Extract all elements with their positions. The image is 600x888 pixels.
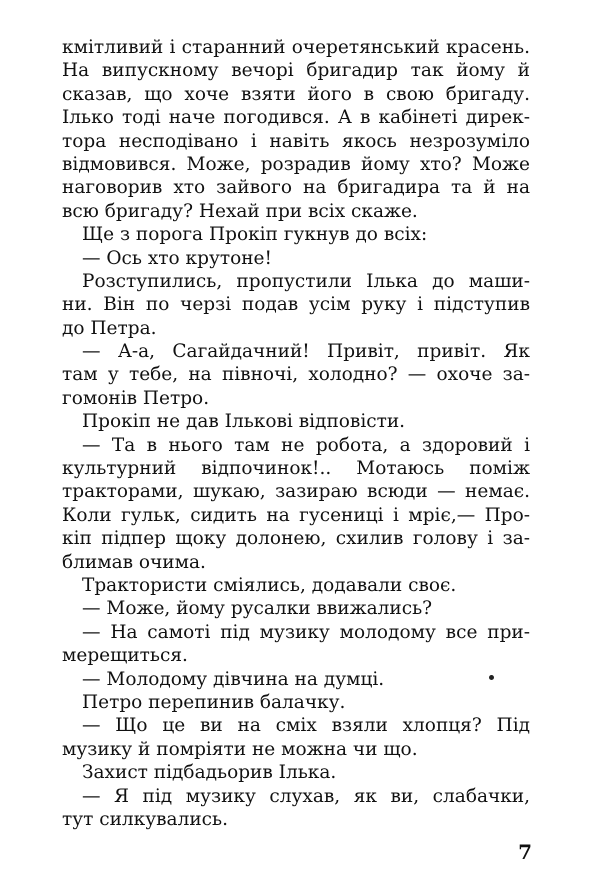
text-line: — Та в нього там не робота, а здоровий і — [82, 434, 530, 456]
text-line: там у тебе, на півночі, холодно? — охоче за- — [62, 364, 530, 386]
text-line: гомонів Петро. — [62, 387, 210, 409]
text-line: — На самоті під музику молодому все при- — [82, 621, 530, 643]
text-line: відмовився. Може, розрадив йому хто? Може — [62, 153, 530, 175]
text-line: Коли гульк, сидить на гусениці і мріє,— Про- — [62, 504, 530, 526]
text-line: — Може, йому русалки ввижались? — [82, 598, 433, 620]
ink-speck — [489, 675, 494, 680]
text-line: — Що це ви на сміх взяли хлопця? Під — [82, 715, 530, 737]
text-line: сказав, що хоче взяти його в свою бригаду. — [62, 83, 530, 105]
text-line: музику й помріяти не можна чи що. — [62, 738, 418, 760]
text-line: тут силкувались. — [62, 808, 228, 830]
text-line: ни. Він по черзі подав усім руку і підступив — [62, 294, 530, 316]
text-line: — А-а, Сагайдачний! Привіт, привіт. Як — [82, 341, 530, 363]
text-line: Ілько тоді наче погодився. А в кабінеті дирек- — [62, 107, 530, 129]
text-line: Петро перепинив балачку. — [82, 691, 346, 713]
text-line: Ще з порога Прокіп гукнув до всіх: — [82, 224, 428, 246]
page-number: 7 — [518, 840, 532, 864]
text-line: кмітливий і старанний очеретянський красень. — [62, 37, 530, 58]
text-line: наговорив хто зайвого на бригадира та й на — [62, 177, 530, 199]
text-line: Захист підбадьорив Ілька. — [82, 762, 337, 784]
text-line: — Ось хто крутоне! — [82, 247, 272, 269]
text-line: — Я під музику слухав, як ви, слабачки, — [82, 785, 530, 807]
text-line: культурний відпочинок!.. Мотаюсь поміж — [62, 458, 530, 480]
text-line: На випускному вечорі бригадир так йому й — [62, 60, 530, 82]
text-line: Прокіп не дав Ількові відповісти. — [82, 411, 406, 433]
text-line: кіп підпер щоку долонею, схилив голову і за- — [62, 528, 530, 550]
text-line: тракторами, шукаю, зазираю всюди — немає. — [62, 481, 530, 503]
text-line: — Молодому дівчина на думці. — [82, 668, 385, 690]
text-line: Розступились, пропустили Ілька до маши- — [82, 270, 530, 292]
text-line: Трактористи сміялись, додавали своє. — [82, 574, 457, 596]
book-page-text — [62, 36, 530, 831]
text-line: мерещиться. — [62, 645, 188, 667]
text-line: всю бригаду? Нехай при всіх скаже. — [62, 200, 418, 222]
text-line: до Петра. — [62, 317, 157, 339]
text-line: тора несподівано і навіть якось незрозуміло — [62, 130, 530, 152]
text-line: блимав очима. — [62, 551, 206, 573]
